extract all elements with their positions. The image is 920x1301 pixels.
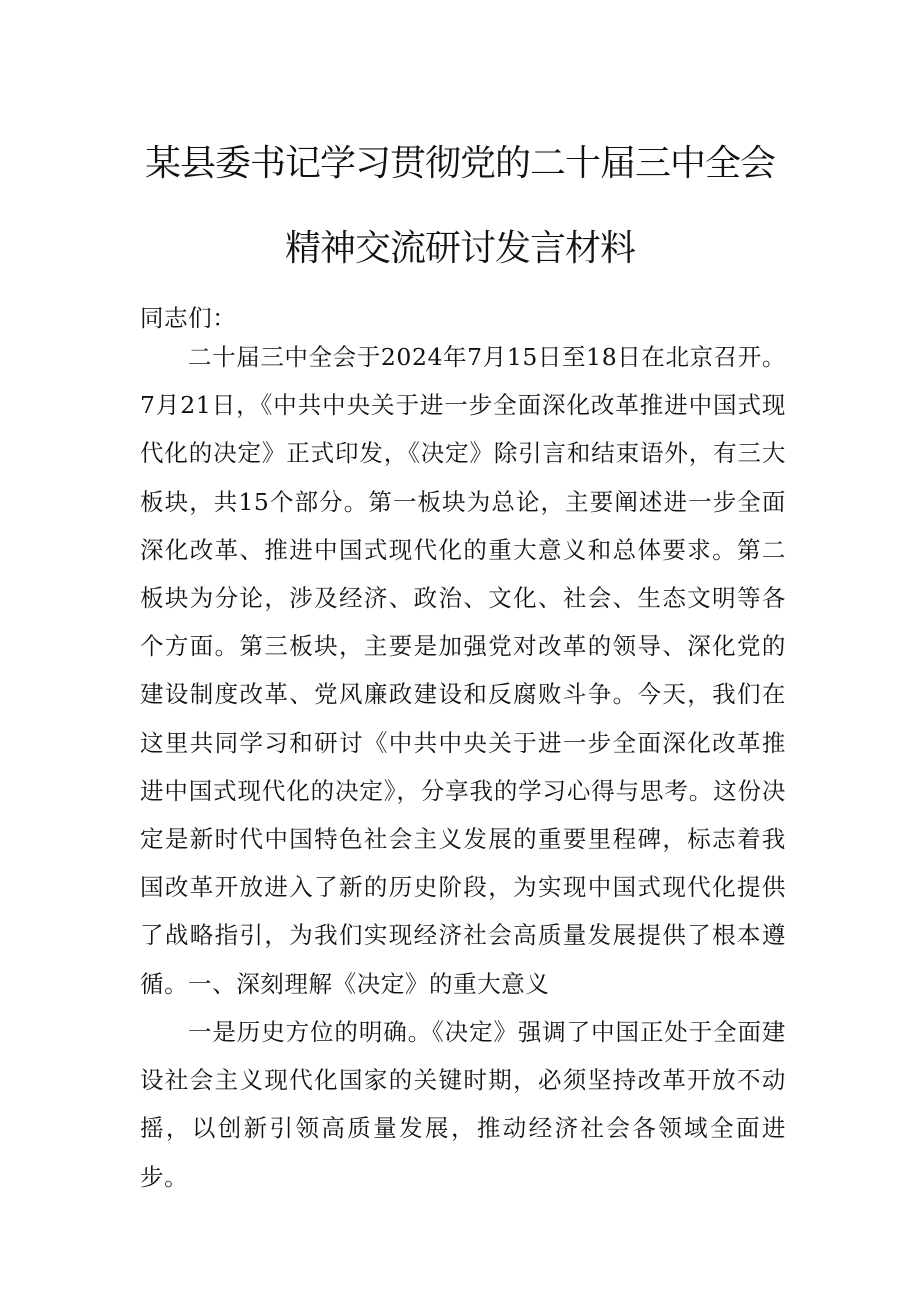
document-title-line-2: 精神交流研讨发言材料	[284, 228, 635, 269]
section-heading-1: 一、深刻理解《决定》的重大意义	[188, 970, 550, 998]
document-title-line-1: 某县委书记学习贯彻党的二十届三中全会	[144, 143, 775, 184]
paragraph-historical-position: 一是历史方位的明确。《决定》强调了中国正处于全面建设社会主义现代化国家的关键时期，必须坚持改革开放不动摇，以创新引领高质量发展，推动经济社会各领域全面进步。	[140, 1018, 786, 1191]
paragraph-intro: 二十届三中全会于2024年7月15日至18日在北京召开。7月21日，《中共中央关于进一步全面深化改革推进中国式现代化的决定》正式印发，《决定》除引言和结束语外，有三大板块，共15个部分。第一板块为总论，主要阐述进一步全面深化改革、推进中国式现代化的重大意义和总体要求。第二板块为分论，涉及经济、政治、文化、社会、生态文明等各个方面。第三板块，主要是加强党对改革的领导、深化党的建设制度改革、党风廉政建设和反腐败斗争。今天，我们在这里共同学习和研讨《中共中央关于进一步全面深化改革推进中国式现代化的决定》，分享我的学习心得与思考。这份决定是新时代中国特色社会主义发展的重要里程碑，标志着我国改革开放进入了新的历史阶段，为实现中国式现代化提供了战略指引，为我们实现经济社会高质量发展提供了根本遵循。	[140, 343, 786, 998]
salutation: 同志们：	[140, 304, 237, 332]
